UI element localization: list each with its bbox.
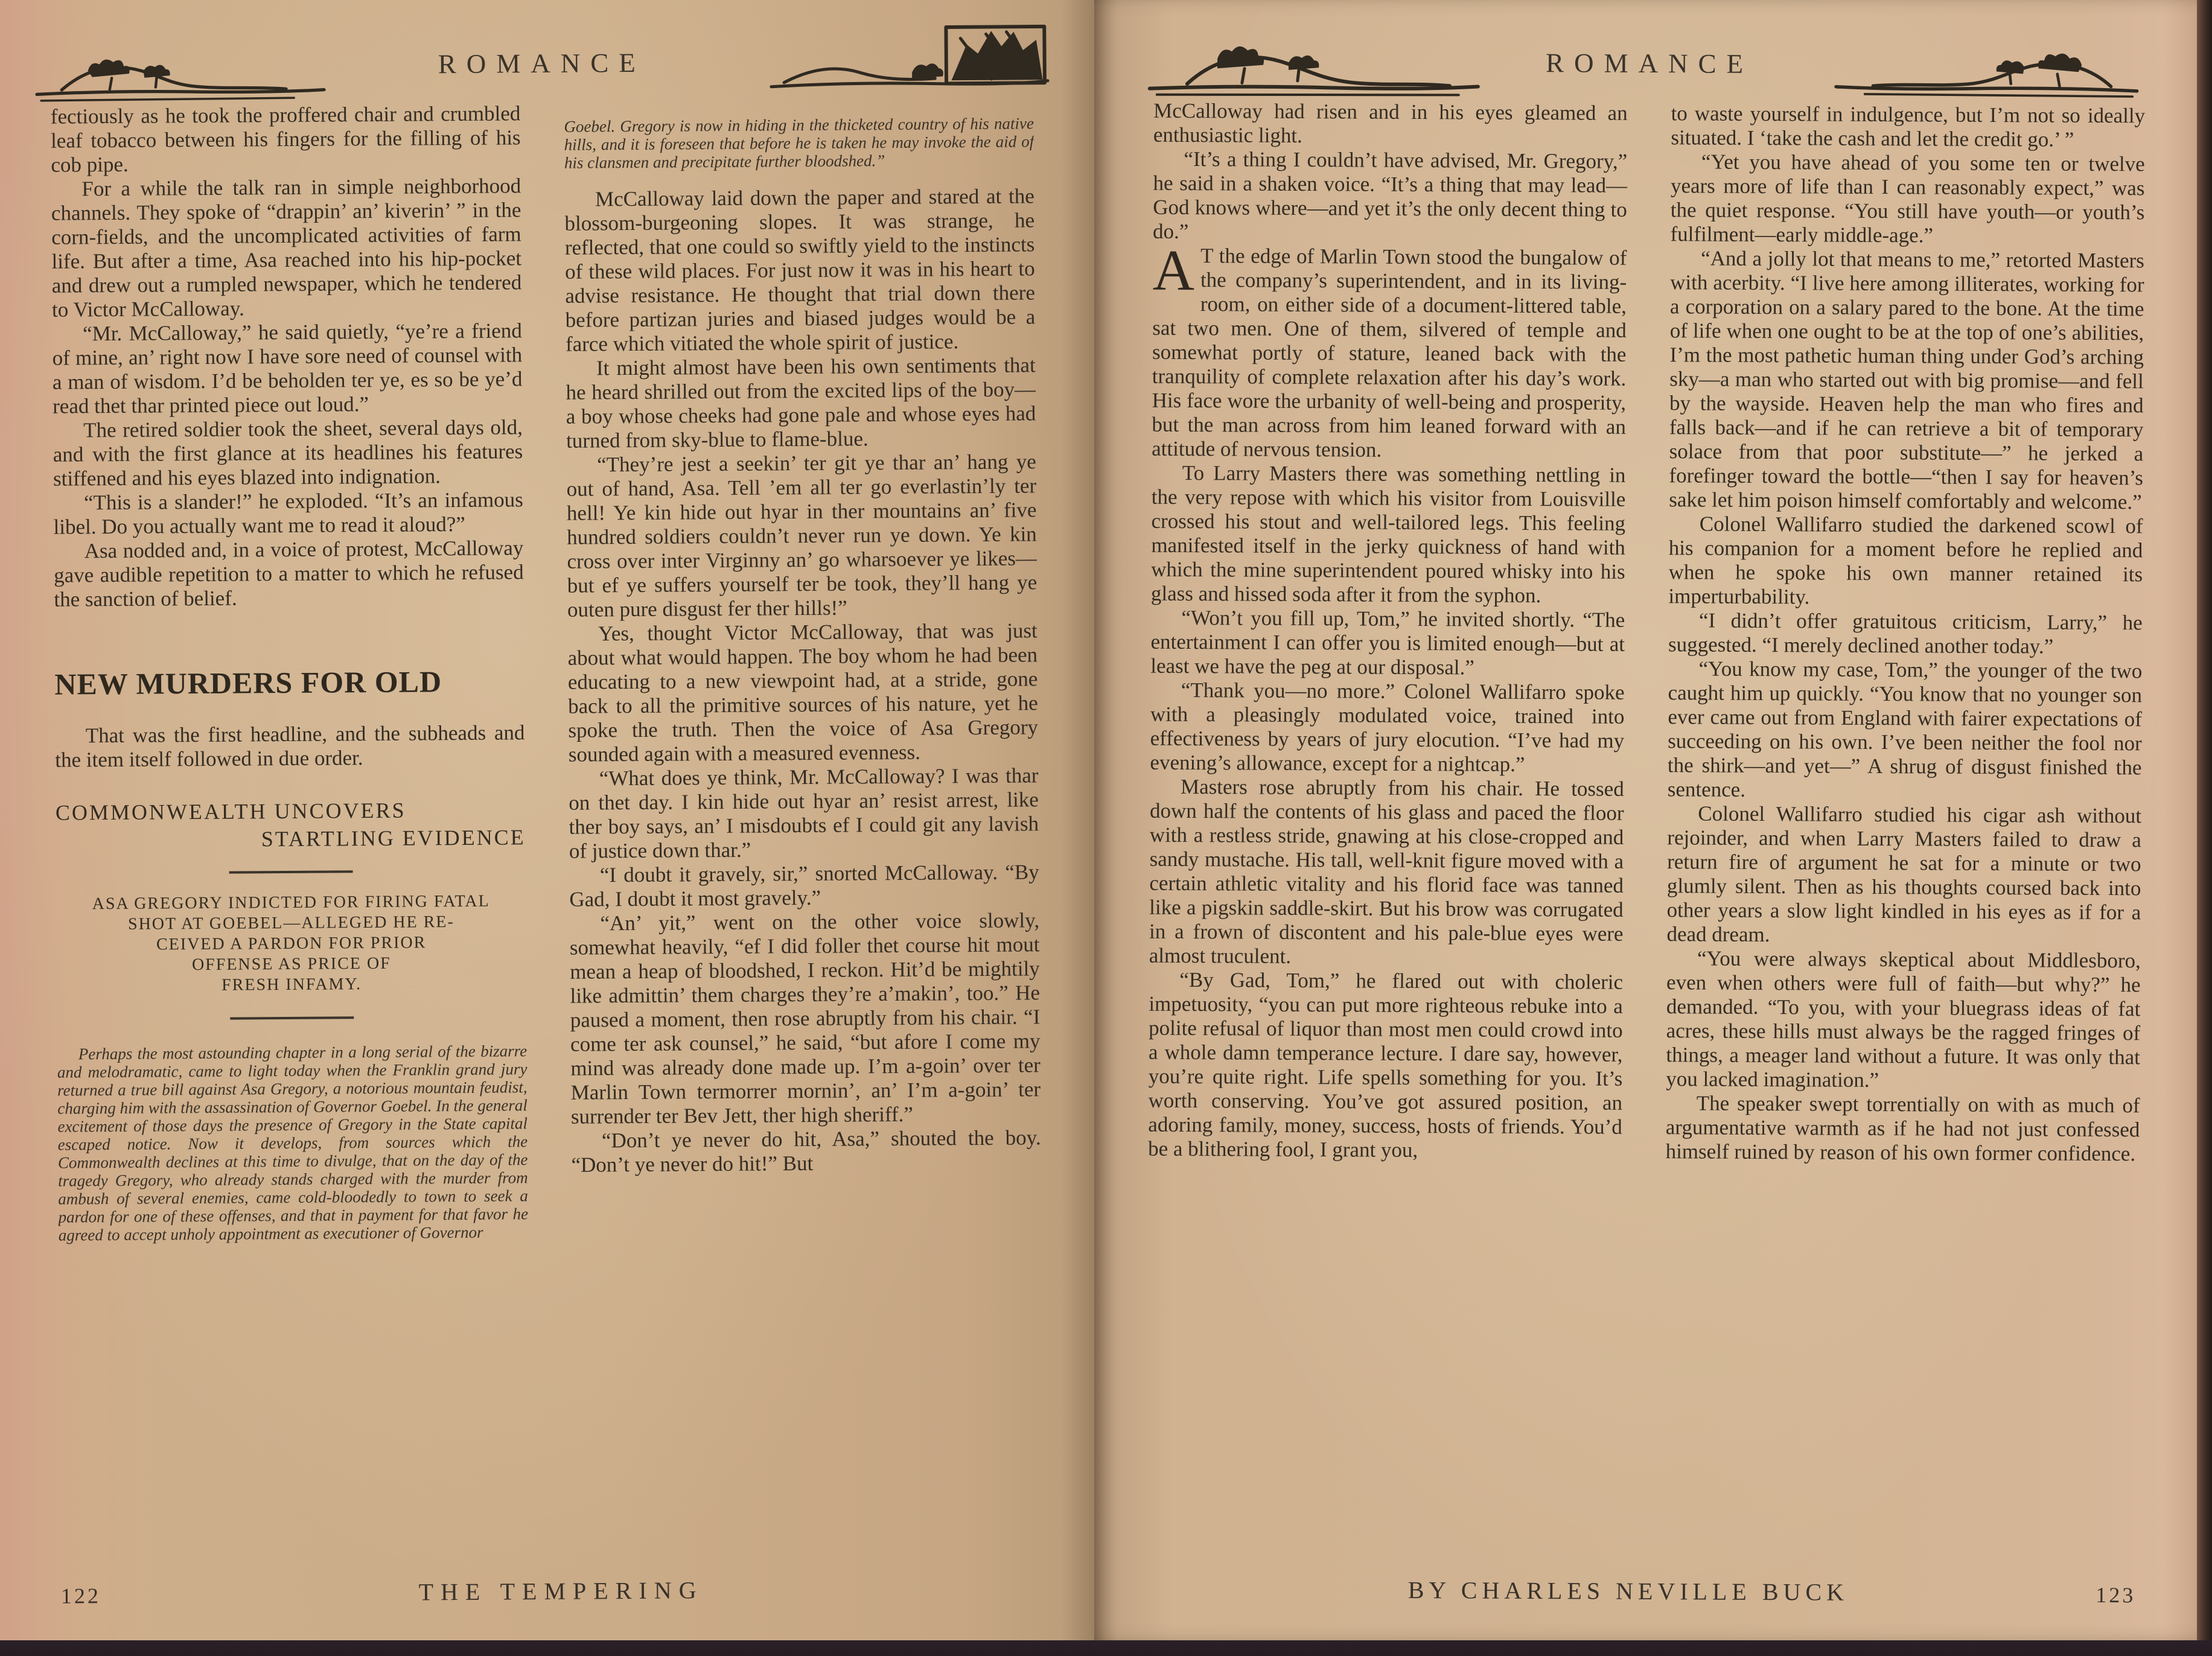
landscape-framed-icon xyxy=(766,20,1053,103)
deck-line: ASA GREGORY INDICTED FOR FIRING FATAL xyxy=(92,891,490,914)
body-paragraph: Colonel Wallifarro studied the darkened scowl of his companion for a moment before he replied and when he spoke his own manner retained its imperturbability. xyxy=(1668,512,2143,609)
body-paragraph: To Larry Masters there was something nettling in the very repose with which his visitor from Louisville crossed his stout and well-tailored legs. This feeling manifested itself in the jerky quickness of hand with which the mine superintendent poured whisky into his glass and hissed soda after it from the syphon. xyxy=(1150,460,1626,608)
running-head: ROMANCE xyxy=(438,47,646,80)
running-head: ROMANCE xyxy=(1545,48,1754,79)
body-paragraph: “It’s a thing I couldn’t have advised, Mr. Gregory,” he said in a shaken voice. “It’s a thing that may lead—God knows where—and yet it’s the only decent thing to do.” xyxy=(1152,147,1628,244)
subhead-line: COMMONWEALTH UNCOVERS xyxy=(55,798,406,825)
body-paragraph: Yes, thought Victor McCalloway, that was just about what would happen. The boy whom he had been educating to a new viewpoint had, at a stride, gone back to all the primitive sources of his nature, yet he spoke the truth. Then the voice of Asa Gregory sounded again with a measured evenness. xyxy=(567,619,1039,766)
body-paragraph: “What does ye think, Mr. McCalloway? I was thar on thet day. I kin hide out hyar an’ resist arrest, like ther boy says, an’ I misdoubts ef I could git any lavish of justice down thar.” xyxy=(569,763,1039,863)
author-byline: BY CHARLES NEVILLE BUCK xyxy=(1407,1576,1849,1606)
body-paragraph: Masters rose abruptly from his chair. He tossed down half the contents of his glass and paced the floor with a restless stride, gnawing at his close-cropped and sandy mustache. His tall, well-knit figure moved with a certain athletic vitality and his florid face was tanned like a pigskin saddle-skirt. But his brow was corrugated in a frown of discontent and his pale-blue eyes were almost truculent. xyxy=(1149,774,1624,968)
divider-rule xyxy=(230,1016,354,1019)
body-paragraph: fectiously as he took the proffered chair and crumbled leaf tobacco between his fingers for the filling of his cob pipe. xyxy=(50,101,521,177)
right-page-footer xyxy=(1094,1572,2193,1608)
body-paragraph: “I didn’t offer gratuitous criticism, Larry,” he suggested. “I merely declined another today.” xyxy=(1668,608,2143,658)
drop-cap: A xyxy=(1152,237,1195,303)
right-column-1 xyxy=(1146,99,1628,1563)
news-deck xyxy=(56,891,527,996)
body-paragraph-dropcap xyxy=(1152,237,1627,463)
body-paragraph: Asa nodded and, in a voice of protest, McCalloway gave audible repetition to a matter to which he refused the sanction of belief. xyxy=(54,536,524,611)
body-paragraph: to waste yourself in indulgence, but I’m not so ideally situated. I ‘take the cash and let the credit go.’ ” xyxy=(1671,101,2146,151)
scan-edge xyxy=(2197,0,2212,1640)
right-page xyxy=(1094,0,2197,1640)
right-column-2 xyxy=(1663,101,2145,1565)
body-paragraph: “You know my case, Tom,” the younger of the two caught him up quickly. “You know that no younger son ever came out from England with fairer expectations of succeeding on his own. I’ve been neither the fool nor the shirk—and yet—” A shrug of disgust finished the sentence. xyxy=(1667,657,2143,801)
body-paragraph: McCalloway had risen and in his eyes gleamed an enthusiastic light. xyxy=(1153,98,1628,148)
left-column-1 xyxy=(51,101,531,1566)
subhead-line: STARTLING EVIDENCE xyxy=(261,825,526,852)
body-paragraph: “They’re jest a seekin’ ter git ye thar an’ hang ye out of hand, Asa. Tell ’em all ter go everlastin’ly ter hell! Ye kin hide out hyar in ther mountains an’ five hundred soldiers couldn’t never run ye down. Ye kin cross over inter Virginny an’ go wharsoever ye likes—but ef ye suffers yourself ter be took, they’ll hang ye outen pure disgust fer ther hills!” xyxy=(566,450,1037,622)
left-column-2 xyxy=(564,98,1044,1562)
page-number: 123 xyxy=(2096,1582,2136,1608)
landscape-hills-icon xyxy=(1140,27,1488,101)
page-number: 122 xyxy=(60,1584,101,1608)
body-paragraph: “This is a slander!” he exploded. “It’s an infamous libel. Do you actually want me to read it aloud?” xyxy=(53,488,523,539)
body-paragraph: The speaker swept torrentially on with as much of argumentative warmth as if he had not just confessed himself ruined by reason of his own former confidence. xyxy=(1665,1091,2140,1166)
body-paragraph: “Mr. McCalloway,” he said quietly, “ye’re a friend of mine, an’ right now I have sore need of counsel with a man of wisdom. I’d be beholden ter ye, es so be ye’d read thet thar printed piece out loud.” xyxy=(52,319,523,418)
body-paragraph: That was the first headline, and the subheads and the item itself followed in due order. xyxy=(55,721,525,772)
deck-line: OFFENSE AS PRICE OF xyxy=(191,954,391,975)
body-paragraph: “Don’t ye never do hit, Asa,” shouted the boy. “Don’t ye never do hit!” But xyxy=(571,1126,1041,1177)
body-paragraph: “An’ yit,” went on the other voice slowly, somewhat heavily, “ef I did foller thet course hit mout mean a heap of bloodshed, I reckon. Hit’d be mightily like admittin’ them charges they’re a’makin’, too.” He paused a moment, then rose abruptly from his chair. “I come ter ask counsel,” he said, “but afore I come my mind was already done made up. I’m a-goin’ over ter Marlin Town termorrer mornin’, an’ I’m a-goin’ ter surrender ter Bev Jett, ther high sheriff.” xyxy=(569,908,1041,1129)
news-item-text: Perhaps the most astounding chapter in a long serial of the bizarre and melodramatic, came to light today when the Franklin grand jury returned a true bill against Asa Gregory, a notorious mountain feudist, charging him with the assassination of Governor Goebel. In the general excitement of those days the presence of Gregory in the State capital escaped notice. Now it develops, from sources which the Commonwealth declines at this time to divulge, that on the day of the tragedy Gregory, who already stands charged with the murder from ambush of several enemies, came cold-bloodedly to town to seek a pardon for one of these offenses, and that in payment for that favor he agreed to accept unholy appointment as executioner of Governor xyxy=(57,1042,529,1244)
body-paragraph: McCalloway laid down the paper and stared at the blossom-burgeoning slopes. It was strange, he reflected, that one could so swiftly yield to the instincts of these wild places. For just now it was in his heart to advise resistance. He thought that trial down there before partizan juries and biased judges would be a farce which vitiated the whole spirit of justice. xyxy=(564,184,1036,356)
body-paragraph: “By Gad, Tom,” he flared out with choleric impetuosity, “you can put more righteous rebuke into a polite refusal of liquor than most men could crowd into a whole damn temperance lecture. I dare say, however, you’re quite right. Life spells something for you. It’s worth conserving. You’ve got assured position, an adoring family, money, success, hosts of friends. You’d be a blithering fool, I grant you, xyxy=(1148,967,1624,1162)
news-item-text: Goebel. Gregory is now in hiding in the thicketed country of his native hills, and it is foreseen that before he is taken he may invoke the aid of his clansmen and precipitate further bloodshed.” xyxy=(564,114,1034,172)
body-paragraph: The retired soldier took the sheet, several days old, and with the first glance at its headlines his features stiffened and his eyes blazed into indignation. xyxy=(53,415,523,491)
body-paragraph: “I doubt it gravely, sir,” snorted McCalloway. “By Gad, I doubt it most gravely.” xyxy=(569,860,1039,911)
body-paragraph: Colonel Wallifarro studied his cigar ash without rejoinder, and when Larry Masters failed to draw a return fire of argument he sat for a minute or two glumly silent. Then as his thoughts coursed back into other years a slow light kindled in his eyes as if for a dead dream. xyxy=(1666,801,2142,947)
body-paragraph: “You were always skeptical about Middlesboro, even when others were full of faith—but why?” he demanded. “To you, with your bluegrass ideas of fat acres, these hills must always be the ragged fringes of things, a meager land without a future. It was only that you lacked imagination.” xyxy=(1666,946,2141,1092)
left-page-header xyxy=(28,30,1056,109)
news-headline: NEW MURDERS FOR OLD xyxy=(54,664,442,701)
landscape-hills-icon xyxy=(28,39,333,105)
body-paragraph: For a while the talk ran in simple neighborhood channels. They spoke of “drappin’ an’ kiverin’ ” in the corn-fields, and the uncomplicated activities of farm life. But after a time, Asa reached into his hip-pocket and drew out a rumpled newspaper, which he tendered to Victor McCalloway. xyxy=(51,174,522,322)
divider-rule xyxy=(229,870,352,873)
book-title: THE TEMPERING xyxy=(418,1576,704,1606)
deck-line: SHOT AT GOEBEL—ALLEGED HE RE- xyxy=(127,912,454,934)
body-paragraph: It might almost have been his own sentiments that he heard shrilled out from the excited lips of the boy—a boy whose cheeks had gone pale and whose eyes had turned from sky-blue to flame-blue. xyxy=(566,353,1036,453)
body-paragraph: “And a jolly lot that means to me,” retorted Masters with acerbity. “I live here among illiterates, working for a corporation on a salary pared to the bone. At the time of life when one ought to be at the top of one’s abilities, I’m the most pathetic human thing under God’s arching sky—a man who started out with big promise—and fell by the wayside. Heaven help the man who fires and falls back—and if he can retrieve a bit of temporary solace from that poor substitute—” he jerked a forefinger toward the bottle—“then I say for heaven’s sake let him poison himself comfortably and welcome.” xyxy=(1669,246,2144,514)
body-paragraph: “Thank you—no more.” Colonel Wallifarro spoke with a pleasingly modulated voice, trained into effectiveness by years of jury elocution. “I’ve had my evening’s allowance, except for a nightcap.” xyxy=(1150,678,1625,776)
left-page xyxy=(0,0,1094,1640)
landscape-hills-icon xyxy=(1817,34,2156,102)
deck-line: FRESH INFAMY. xyxy=(222,975,362,995)
left-page-footer xyxy=(5,1572,1094,1610)
deck-line: CEIVED A PARDON FOR PRIOR xyxy=(156,933,427,954)
news-subhead xyxy=(56,795,526,854)
drop-cap-text: T the edge of Marlin Town stood the bungalow of the company’s superintendent, and in its living-room, on either side of a document-littered table, sat two men. One of them, silvered of temple and somewhat portly of stature, leaned back with the tranquility of complete relaxation after his day’s work. His face wore the urbanity of well-being and prosperity, but the man across from him leaned forward with an attitude of nervous tension. xyxy=(1152,244,1627,462)
body-paragraph: “Won’t you fill up, Tom,” he invited shortly. “The entertainment I can offer you is limited enough—but at least we have the peg at our disposal.” xyxy=(1150,605,1625,680)
right-page-header xyxy=(1131,31,2168,109)
body-paragraph: “Yet you have ahead of you some ten or twelve years more of life than I can reasonably expect,” was the quiet response. “You still have youth—or youth’s fulfilment—early middle-age.” xyxy=(1670,150,2145,247)
